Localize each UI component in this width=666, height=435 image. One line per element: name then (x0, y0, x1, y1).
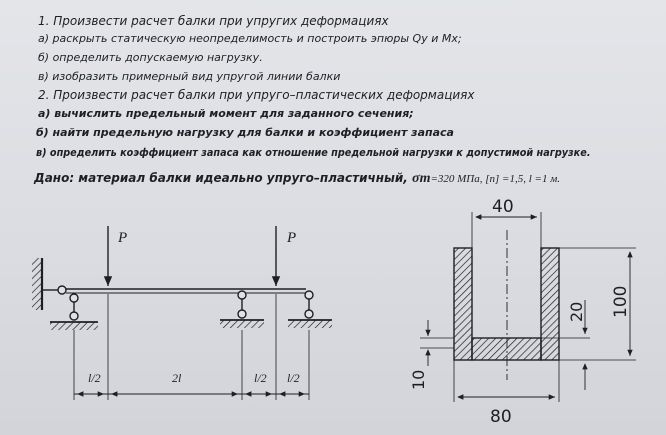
dim-l-half-2: l/2 (254, 371, 267, 385)
dim-80: 80 (490, 407, 512, 427)
task1-item-c: в) изобразить примерный вид упругой линии балки (38, 70, 341, 83)
given-values: =320 МПа, [n] =1,5, l =1 м. (430, 173, 560, 185)
task-text (0, 0, 666, 200)
dim-40: 40 (492, 197, 514, 217)
dim-l-half-3: l/2 (287, 371, 300, 385)
figures (0, 190, 666, 435)
dim-10: 10 (409, 369, 428, 390)
cross-section (420, 212, 636, 402)
support-2 (220, 291, 264, 328)
dim-20: 20 (567, 301, 586, 322)
drawings-svg (0, 190, 666, 435)
task1-item-a: а) раскрыть статическую неопределимость и построить эпюры Qy и Mx; (38, 32, 462, 45)
task1-item-b: б) определить допускаемую нагрузку. (38, 51, 263, 64)
given-line (34, 171, 560, 187)
task2-item-c: в) определить коэффициент запаса как отношение предельной нагрузки к допустимой нагрузке. (36, 146, 591, 159)
support-1 (50, 294, 98, 330)
wall-support (32, 258, 66, 310)
task2-item-b: б) найти предельную нагрузку для балки и коэффициент запаса (36, 126, 454, 139)
sigma-symbol: σт (412, 171, 431, 186)
dim-100: 100 (611, 285, 631, 318)
support-3 (288, 291, 332, 328)
load-label-1: P (118, 230, 128, 246)
task2-item-a: а) вычислить предельный момент для заданного сечения; (38, 107, 414, 120)
dim-l-half-1: l/2 (88, 371, 101, 385)
task1-header: 1. Произвести расчет балки при упругих деформациях (38, 14, 389, 28)
task2-header: 2. Произвести расчет балки при упруго–пластических деформациях (38, 88, 475, 102)
given-label: Дано: материал балки идеально упруго–пластичный, (34, 171, 408, 185)
dim-2l: 2l (172, 371, 182, 385)
load-label-2: P (287, 230, 297, 246)
